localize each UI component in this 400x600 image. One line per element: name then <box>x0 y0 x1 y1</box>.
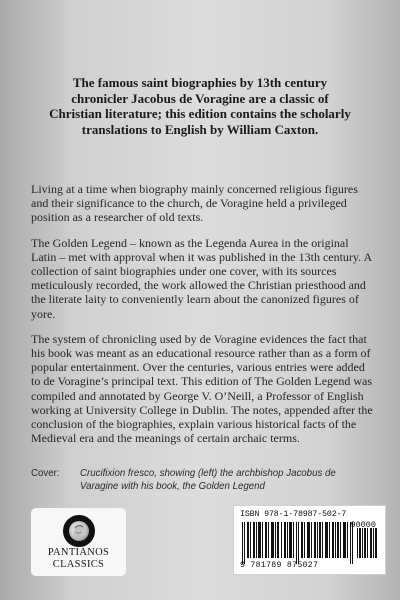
cover-caption <box>31 468 361 493</box>
price-code: 90000 <box>350 520 376 530</box>
barcode-digits: 9 781789 875027 <box>240 561 319 570</box>
caption-label: Cover: <box>31 468 60 479</box>
caption-text: Crucifixion fresco, showing (left) the archbishop Jacobus de Varagine with his book, the Golden Legend <box>80 468 336 492</box>
paragraph: The system of chronicling used by de Voragine evidences the fact that his book was meant as an educational resource rather than as a form of popular entertainment. Over the centuries, various entries were added to de Voragine’s principal text. This edition of The Golden Legend was compiled and annotated by George V. O’Neill, a Professor of English working at University College in Dublin. The notes, appended after the conclusion of the biographies, explain various historical facts of the Medieval era and the meanings of certain archaic terms. <box>31 331 373 446</box>
paragraph: The Golden Legend – known as the Legenda Aurea in the original Latin – met with approval when it was published in the 13th century. A collection of saint biographies under one cover, with its sources meticulously recorded, the work allowed the Christian priesthood and the literate laity to conveniently learn about the canonized figures of yore. <box>31 235 372 321</box>
isbn-label: ISBN 978-1-78987-502-7 <box>240 510 347 519</box>
barcode-panel <box>233 505 386 575</box>
publisher-series: CLASSICS <box>52 558 105 570</box>
lead-blurb: The famous saint biographies by 13th century chronicler Jacobus de Voragine are a classic of Christian literature; this edition contains the scholarly translations to English by William Caxton. <box>49 75 351 137</box>
publisher-logo <box>31 508 126 576</box>
description-body <box>31 182 373 456</box>
coin-portrait-icon <box>63 515 95 547</box>
publisher-name: PANTIANOS <box>47 547 110 558</box>
paragraph: Living at a time when biography mainly concerned religious figures and their significance to the church, de Voragine held a privileged position as a researcher of old texts. <box>31 182 358 225</box>
